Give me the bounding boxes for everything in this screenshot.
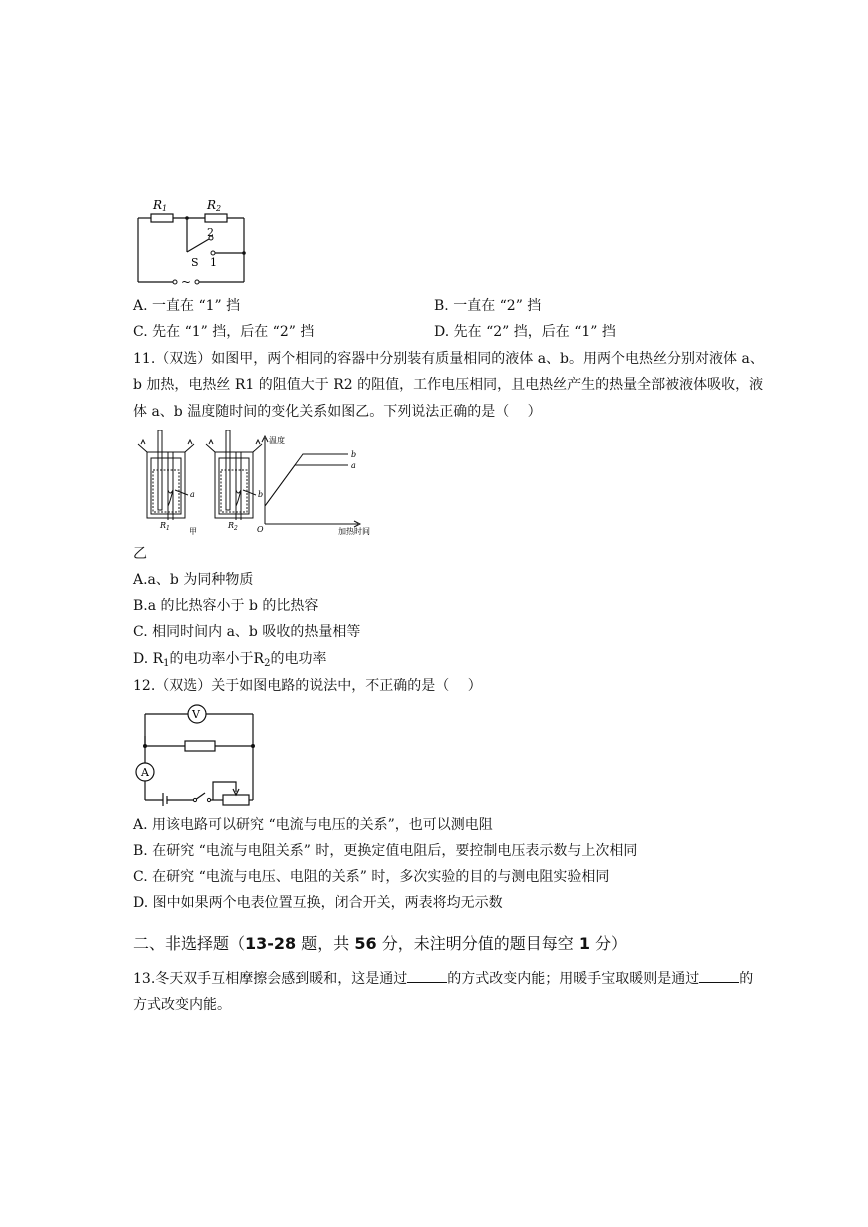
graph-curve-a-label: a xyxy=(351,461,356,470)
answer-blank-2[interactable] xyxy=(699,968,739,983)
liquid-b-label: b xyxy=(258,490,264,499)
r1-label: R1 xyxy=(153,198,168,213)
q11-option-a: A.a、b 为同种物质 xyxy=(133,572,254,588)
liquid-a-label: a xyxy=(190,490,195,499)
q13-line2: 方式改变内能。 xyxy=(133,997,231,1013)
q12-option-a: A. 用该电路可以研究 “电流与电压的关系”，也可以测电阻 xyxy=(133,817,493,833)
switch-position-1-label: 1 xyxy=(210,256,217,269)
q12-stem: 12.（双选）关于如图电路的说法中，不正确的是（ ） xyxy=(133,678,482,694)
q13-line1: 13.冬天双手互相摩擦会感到暖和，这是通过 的方式改变内能；用暖手宝取暖则是通过 的 xyxy=(133,968,753,989)
q11-stem-line3: 体 a、b 温度随时间的变化关系如图乙。下列说法正确的是（ ） xyxy=(133,404,542,420)
q12-option-b: B. 在研究 “电流与电阻关系” 时，更换定值电阻后，要控制电压表示数与上次相同 xyxy=(133,843,638,859)
q11-option-b: B.a 的比热容小于 b 的比热容 xyxy=(133,598,319,614)
q11-figure xyxy=(133,430,373,540)
graph-x-axis-label: 加热时间 xyxy=(338,527,370,536)
circuit-diagram-q10 xyxy=(133,194,253,290)
graph-y-axis-label: 温度 xyxy=(269,436,285,445)
q10-option-b: B. 一直在 “2” 挡 xyxy=(434,298,542,314)
voltmeter-label: V xyxy=(192,708,200,721)
beaker-r1-label: $R_1$ xyxy=(160,521,170,532)
beaker-r2-label: $R_2$ xyxy=(228,521,238,532)
ac-source-symbol: ~ xyxy=(181,275,192,289)
graph-curve-b-label: b xyxy=(351,450,357,459)
figure-yi-label: 乙 xyxy=(133,546,147,562)
figure-jia-label: 甲 xyxy=(189,527,197,536)
q11-option-c: C. 相同时间内 a、b 吸收的热量相等 xyxy=(133,624,361,640)
q12-option-c: C. 在研究 “电流与电压、电阻的关系” 时，多次实验的目的与测电阻实验相同 xyxy=(133,869,610,885)
r2-label: R2 xyxy=(207,198,222,213)
q11-option-d: D. $R_1$的电功率小于$R_2$的电功率 xyxy=(133,651,327,669)
answer-blank-1[interactable] xyxy=(407,968,447,983)
circuit-diagram-q12 xyxy=(133,704,263,806)
q12-option-d: D. 图中如果两个电表位置互换，闭合开关，两表将均无示数 xyxy=(133,895,503,911)
q10-option-a: A. 一直在 “1” 挡 xyxy=(133,298,241,314)
section-heading: 二、非选择题（13-28 题，共 56 分，未注明分值的题目每空 1 分） xyxy=(133,934,628,953)
ammeter-label: A xyxy=(141,766,149,779)
q11-stem-line2: b 加热，电热丝 R1 的阻值大于 R2 的阻值，工作电压相同，且电热丝产生的热量全部被液体吸收，液 xyxy=(133,377,764,393)
switch-label: S xyxy=(191,256,199,269)
graph-origin-label: O xyxy=(257,525,264,534)
switch-position-2-label: 2 xyxy=(207,226,214,239)
q10-option-d: D. 先在 “2” 挡，后在 “1” 挡 xyxy=(434,324,616,340)
q10-option-c: C. 先在 “1” 挡，后在 “2” 挡 xyxy=(133,324,315,340)
q11-stem-line1: 11.（双选）如图甲，两个相同的容器中分别装有质量相同的液体 a、b。用两个电热丝分别对液体 a、 xyxy=(133,351,764,367)
